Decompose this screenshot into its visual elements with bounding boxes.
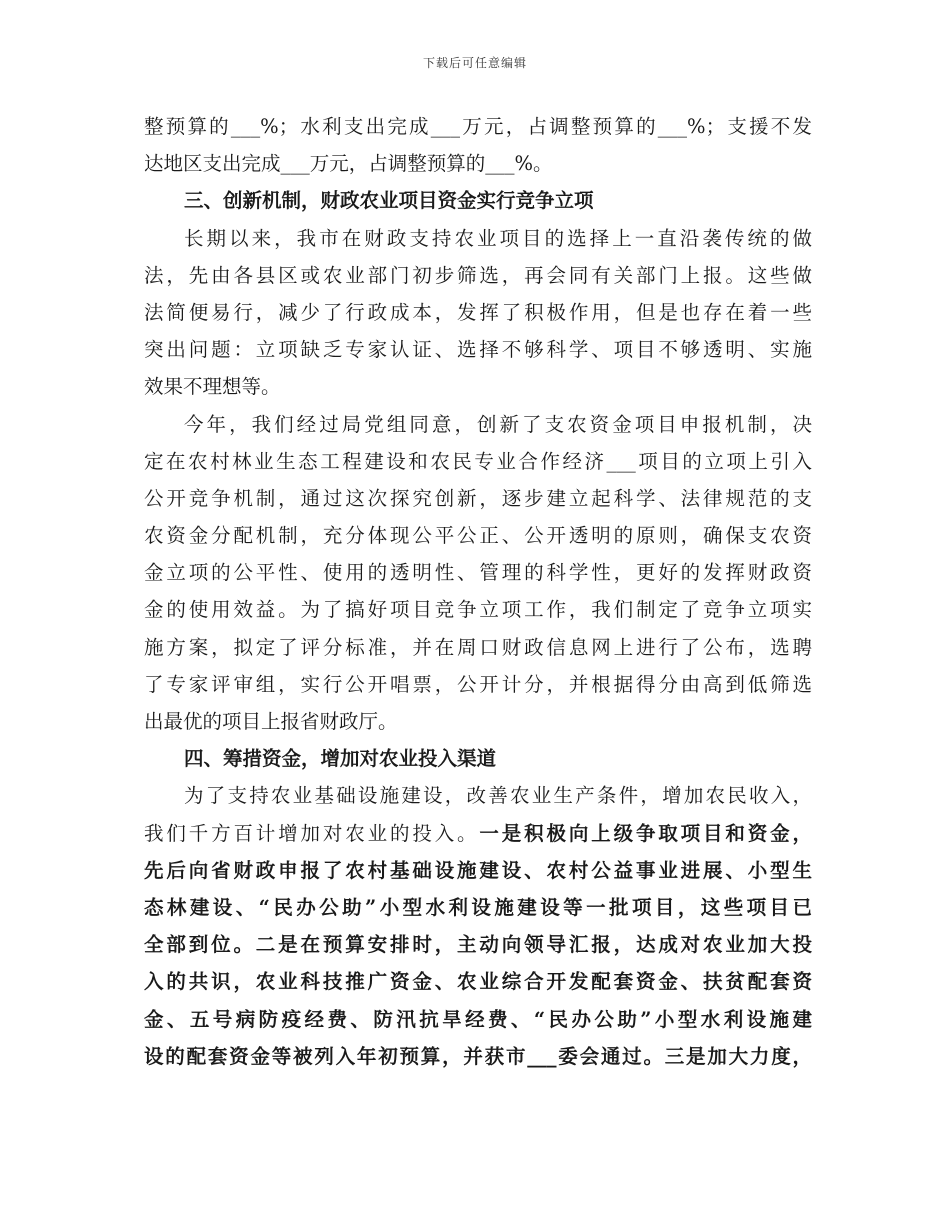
- text-line: 定在农村林业生态工程建设和农民专业合作经济___项目的立项上引入: [144, 449, 812, 473]
- text-line: 今年，我们经过局党组同意，创新了支农资金项目申报机制，决: [184, 412, 812, 436]
- text-line: 全部到位。二是在预算安排时，主动向领导汇报，达成对农业加大投: [144, 933, 812, 957]
- text-line: 达地区支出完成___万元，占调整预算的___%。: [144, 152, 553, 176]
- page-header: 下载后可任意编辑: [422, 56, 527, 70]
- text-line: 施方案，拟定了评分标准，并在周口财政信息网上进行了公布，选聘: [144, 635, 812, 659]
- text-line: 效果不理想等。: [144, 375, 281, 399]
- text-line: 金立项的公平性、使用的透明性、管理的科学性，更好的发挥财政资: [144, 561, 812, 585]
- text-line: 为了支持农业基础设施建设，改善农业生产条件，增加农民收入，: [184, 784, 812, 808]
- text-line: 农资金分配机制，充分体现公平公正、公开透明的原则，确保支农资: [144, 524, 812, 548]
- text-line: 态林建设、“民办公助”小型水利设施建设等一批项目，这些项目已: [144, 895, 812, 919]
- text-line: 入的共识，农业科技推广资金、农业综合开发配套资金、扶贫配套资: [144, 970, 812, 994]
- text-line: 法，先由各县区或农业部门初步筛选，再会同有关部门上报。这些做: [144, 263, 812, 287]
- document-body: [144, 108, 812, 1075]
- text-line: 公开竞争机制，通过这次探究创新，逐步建立起科学、法律规范的支: [144, 486, 812, 510]
- text-run: 我们千方百计增加对农业的投入。: [144, 821, 480, 845]
- text-line: 先后向省财政申报了农村基础设施建设、农村公益事业进展、小型生: [144, 858, 812, 882]
- text-line: 金、五号病防疫经费、防汛抗旱经费、“民办公助”小型水利设施建: [144, 1007, 812, 1031]
- text-line: 长期以来，我市在财政支持农业项目的选择上一直沿袭传统的做: [184, 226, 812, 250]
- text-line: 法简便易行，减少了行政成本，发挥了积极作用，但是也存在着一些: [144, 300, 812, 324]
- text-line: 出最优的项目上报省财政厅。: [144, 710, 398, 733]
- text-line: 了专家评审组，实行公开唱票，公开计分，并根据得分由高到低筛选: [144, 672, 812, 696]
- text-run-bold: 一是积极向上级争取项目和资金，: [479, 821, 812, 845]
- section-heading: 三、创新机制，财政农业项目资金实行竞争立项: [184, 189, 594, 213]
- text-line: 设的配套资金等被列入年初预算，并获市___委会通过。三是加大力度，: [144, 1044, 812, 1068]
- section-heading: 四、筹措资金，增加对农业投入渠道: [184, 747, 497, 771]
- text-line: 整预算的___%；水利支出完成___万元，占调整预算的___%；支援不发: [144, 115, 812, 138]
- text-line: 突出问题：立项缺乏专家认证、选择不够科学、项目不够透明、实施: [144, 338, 812, 362]
- text-line: 金的使用效益。为了搞好项目竞争立项工作，我们制定了竞争立项实: [144, 598, 812, 622]
- text-line: [144, 815, 812, 852]
